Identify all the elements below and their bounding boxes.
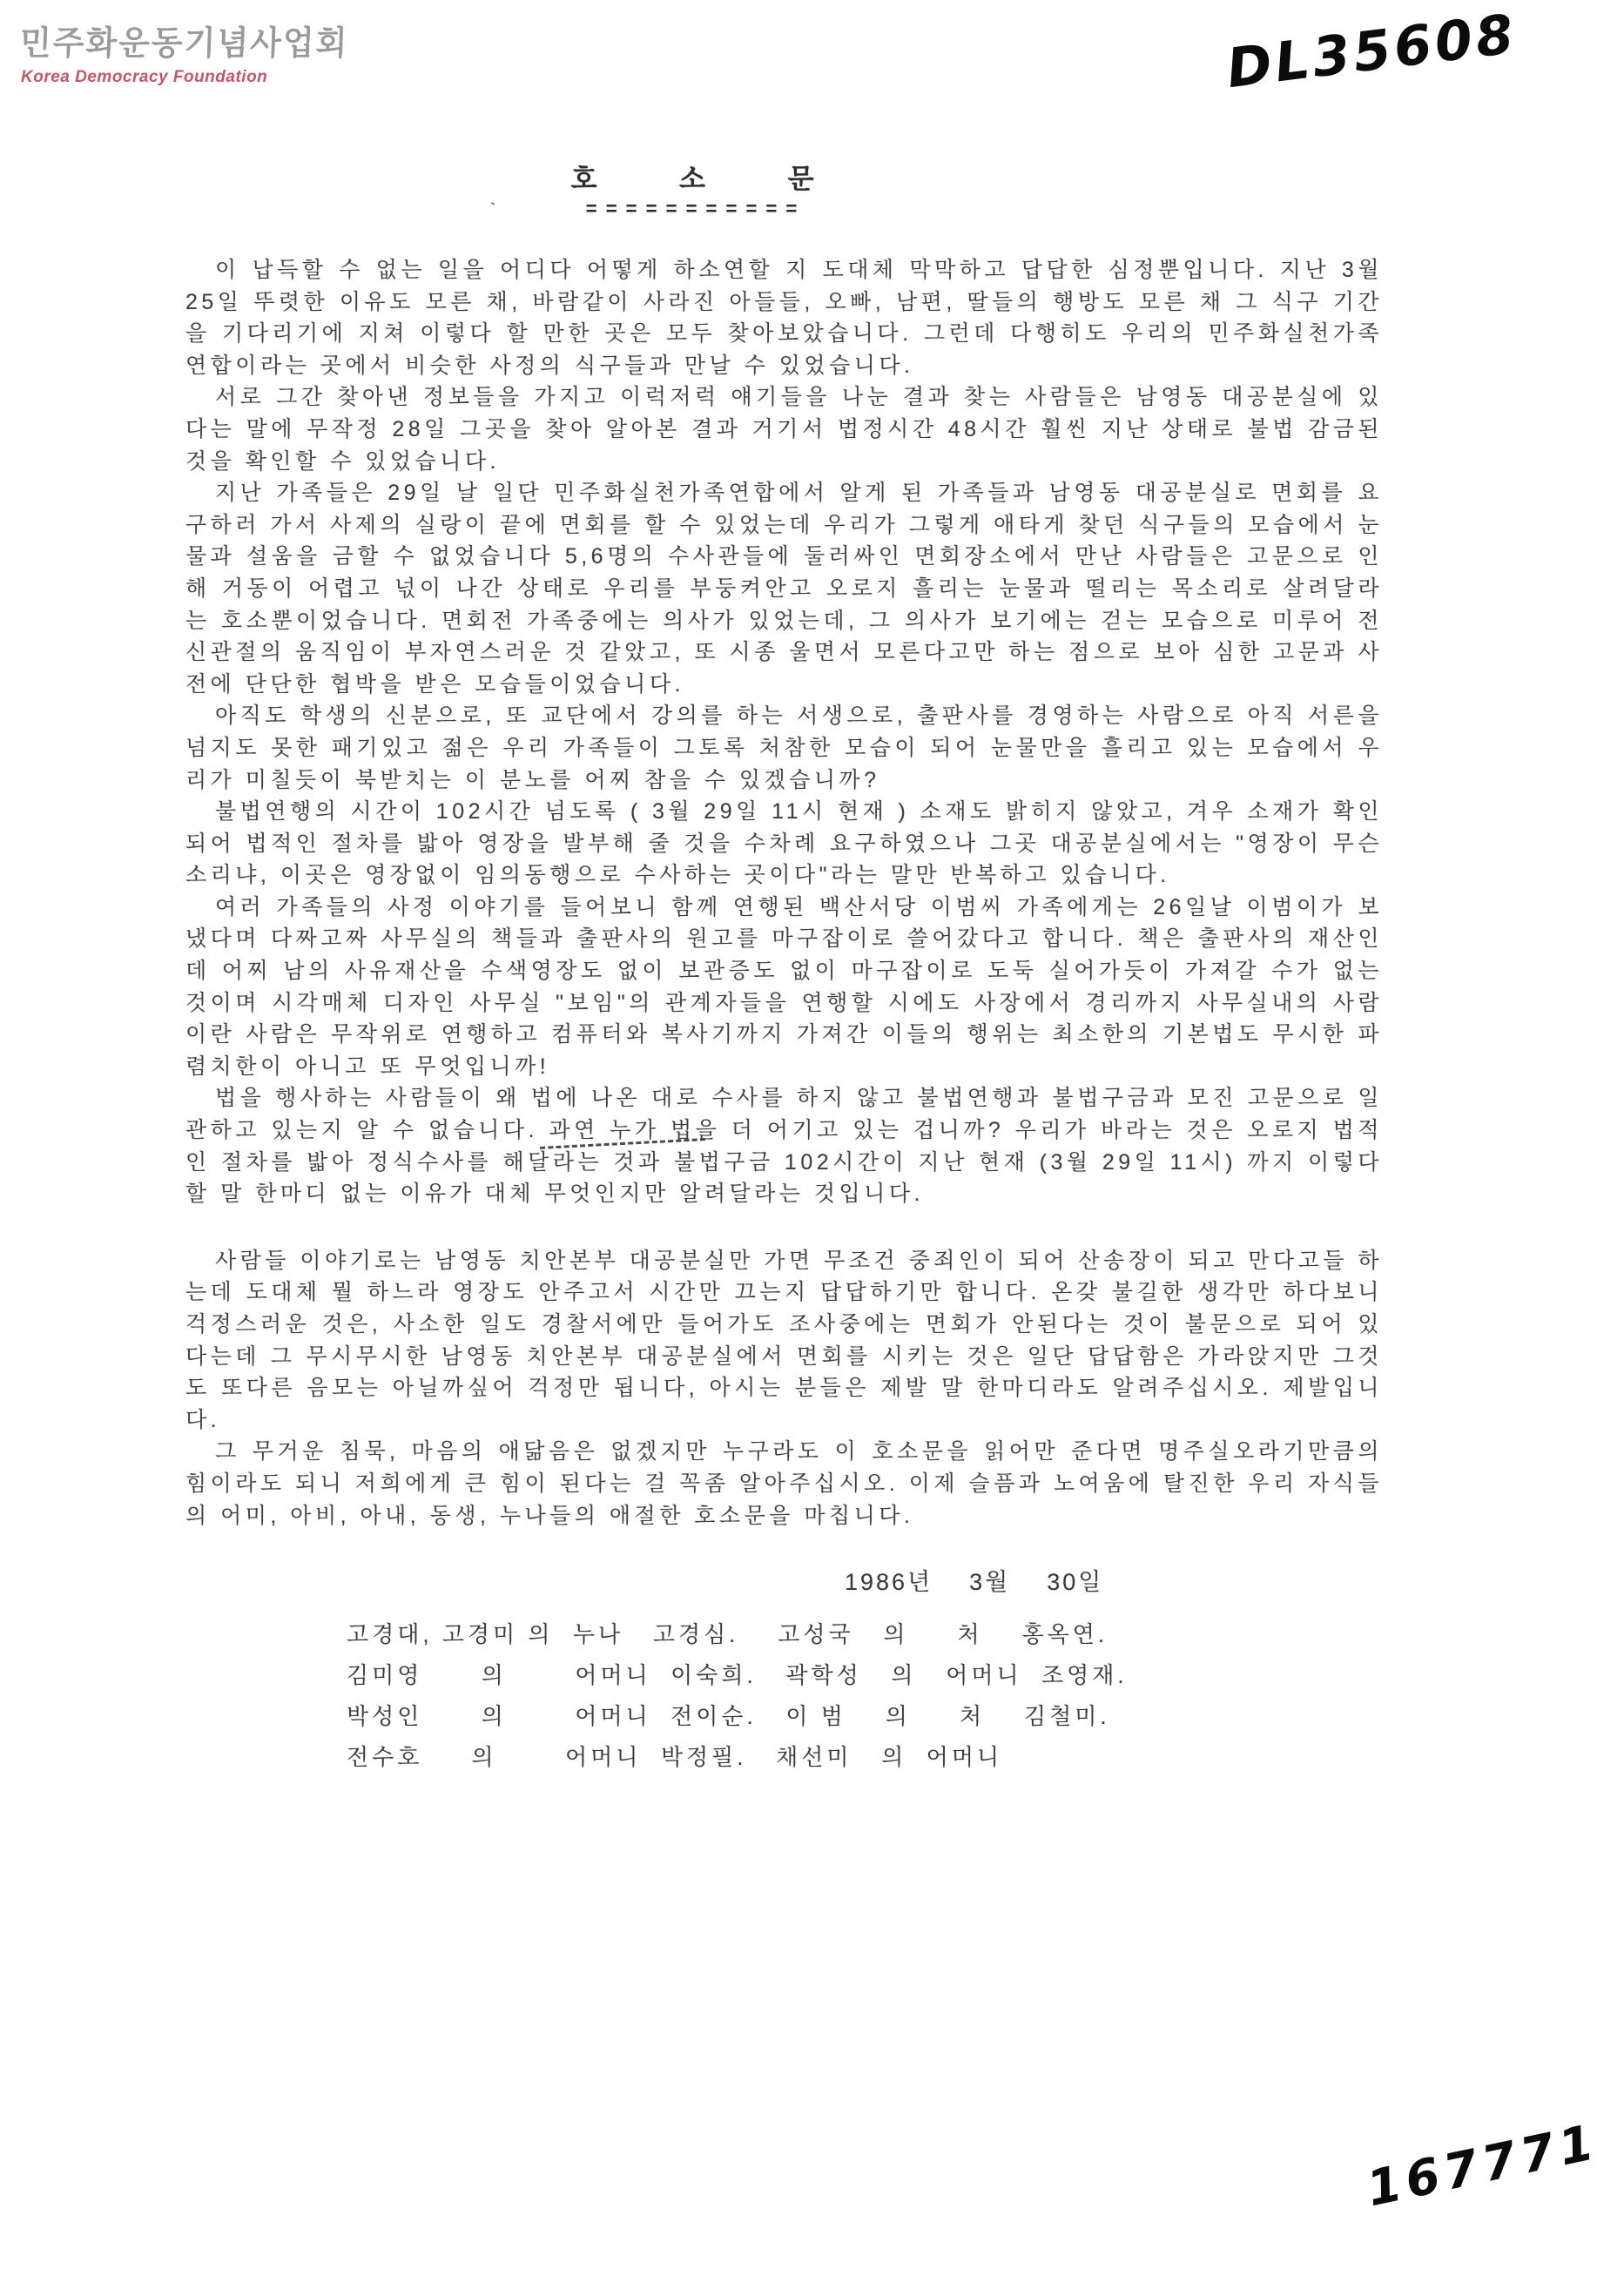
stray-scan-mark: 、 <box>486 189 505 209</box>
appeal-paragraph: 법을 행사하는 사람들이 왜 법에 나온 대로 수사를 하지 않고 불법연행과 불법구금과 모진 고문으로 일관하고 있는지 알 수 없습니다. 과연 누가 법을 더 어기고 있는 겁니까? 우리가 바라는 것은 오로지 법적인 절차를 밟아 정식수사를 해달라는 것과 불법구금 102시간이 지난 현재 (3월 29일 11시) 까지 이렇다할 말 한마디 없는 이유가 대체 무엇인지만 알려달라는 것입니다. <box>185 1086 1383 1207</box>
appeal-paragraph: 사람들 이야기로는 남영동 치안본부 대공분실만 가면 무조건 중죄인이 되어 산송장이 되고 만다고들 하는데 도대체 뭘 하느라 영장도 안주고서 시간만 끄는지 답답하기만 합니다. 온갖 불길한 생각만 하다보니 걱정스러운 것은, 사소한 일도 경찰서에만 들어가도 조사중에는 면회가 안된다는 것이 불문으로 되어 있다는데 그 무시무시한 남영동 치안본부 대공분실에서 면회를 시키는 것은 일단 답답함은 가라앉지만 그것도 또다른 음모는 아닐까싶어 걱정만 됩니다, 아시는 분들은 제발 말 한마디라도 알려주십시오. 제발입니다. <box>185 1248 1383 1432</box>
signature-line: 고경대, 고경미 의 누나 고경심. 고성국 의 처 홍옥연. <box>347 1620 1108 1647</box>
appeal-paragraph: 아직도 학생의 신분으로, 또 교단에서 강의를 하는 서생으로, 출판사를 경영하는 사람으로 아직 서른을 넘지도 못한 패기있고 젊은 우리 가족들이 그토록 처참한 모습이 되어 눈물만을 흘리고 있는 모습에서 우리가 미칠듯이 북받치는 이 분노를 어찌 참을 수 있겠습니까? <box>185 704 1383 792</box>
appeal-paragraph: 그 무거운 침묵, 마음의 애닮음은 없겠지만 누구라도 이 호소문을 읽어만 준다면 명주실오라기만큼의 힘이라도 되니 저희에게 큰 힘이 된다는 걸 꼭좀 알아주십시오. 이제 슬픔과 노여움에 탈진한 우리 자식들의 어미, 아비, 아내, 동생, 누나들의 애절한 호소문을 마칩니다. <box>185 1439 1383 1528</box>
appeal-paragraph: 이 납득할 수 없는 일을 어디다 어떻게 하소연할 지 도대체 막막하고 답답한 심정뿐입니다. 지난 3월 25일 뚜렷한 이유도 모른 채, 바람같이 사라진 아들들, 오빠, 남편, 딸들의 행방도 모른 채 그 식구 기간을 기다리기에 지쳐 이렇다 할 만한 곳은 모두 찾아보았습니다. 그런데 다행히도 우리의 민주화실천가족연합이라는 곳에서 비슷한 사정의 식구들과 만날 수 있었습니다. <box>185 258 1383 378</box>
title-underline: = = = = = = = = = = = <box>585 198 799 219</box>
signature-block <box>347 1614 1383 1778</box>
archive-logo <box>21 16 349 87</box>
document-title: 호 소 문 <box>570 164 814 194</box>
signature-line: 전수호 의 어머니 박정필. 채선미 의 어머니 <box>347 1743 1003 1770</box>
appeal-paragraph: 여러 가족들의 사정 이야기를 들어보니 함께 연행된 백산서당 이범씨 가족에게는 26일날 이범이가 보냈다며 다짜고짜 사무실의 책들과 출판사의 원고를 마구잡이로 쓸어갔다고 합니다. 책은 출판사의 재산인데 어찌 남의 사유재산을 수색영장도 없이 보관증도 없이 마구잡이로 도둑 실어가듯이 가져갈 수가 없는 것이며 시각매체 디자인 사무실 "보임"의 관계자들을 연행할 시에도 사장에서 경리까지 사무실내의 사람이란 사람은 무작위로 연행하고 컴퓨터와 복사기까지 가져간 이들의 행위는 최소한의 기본법도 무시한 파렴치한이 아니고 또 무엇입니까! <box>185 894 1383 1079</box>
handwritten-registry-id: DL35608 <box>1223 1 1520 101</box>
handwritten-page-number: 167771 <box>1362 2113 1604 2219</box>
document-title-block <box>536 157 849 220</box>
archive-logo-korean-calligraphy: 민주화운동기념사업회 <box>19 24 350 64</box>
appeal-paragraph: 서로 그간 찾아낸 정보들을 가지고 이럭저럭 얘기들을 나눈 결과 찾는 사람들은 남영동 대공분실에 있다는 말에 무작정 28일 그곳을 찾아 알아본 결과 거기서 법정시간 48시간 훨씬 지난 상태로 불법 감금된 것을 확인할 수 있었습니다. <box>185 385 1383 474</box>
appeal-body <box>185 254 1383 1778</box>
appeal-paragraph: 지난 가족들은 29일 날 일단 민주화실천가족연합에서 알게 된 가족들과 남영동 대공분실로 면회를 요구하러 가서 사제의 실랑이 끝에 면회를 할 수 있었는데 우리가 그렇게 애타게 찾던 식구들의 모습에서 눈물과 설움을 금할 수 없었습니다 5,6명의 수사관들에 둘러싸인 면회장소에서 만난 사람들은 고문으로 인해 거동이 어렵고 넋이 나간 상태로 우리를 부둥켜안고 오로지 흘리는 눈물과 떨리는 목소리로 살려달라는 호소뿐이었습니다. 면회전 가족중에는 의사가 있었는데, 그 의사가 보기에는 걷는 모습으로 미루어 전신관절의 움직임이 부자연스러운 것 같았고, 또 시종 울면서 모른다고만 하는 점으로 보아 심한 고문과 사전에 단단한 협박을 받은 모습들이었습니다. <box>185 481 1383 697</box>
signature-line: 박성인 의 어머니 전이순. 이 범 의 처 김철미. <box>347 1702 1110 1729</box>
appeal-paragraph: 불법연행의 시간이 102시간 넘도록 ( 3월 29일 11시 현재 ) 소재도 밝히지 않았고, 겨우 소재가 확인되어 법적인 절차를 밟아 영장을 발부해 줄 것을 수차례 요구하였으나 그곳 대공분실에서는 "영장이 무슨 소리냐, 이곳은 영장없이 임의동행으로 수사하는 곳이다"라는 말만 반복하고 있습니다. <box>185 799 1383 888</box>
signature-line: 김미영 의 어머니 이숙희. 곽학성 의 어머니 조영재. <box>347 1661 1128 1688</box>
archive-logo-english: Korea Democracy Foundation <box>21 68 268 86</box>
document-date: 1986년 3월 30일 <box>845 1569 1104 1596</box>
